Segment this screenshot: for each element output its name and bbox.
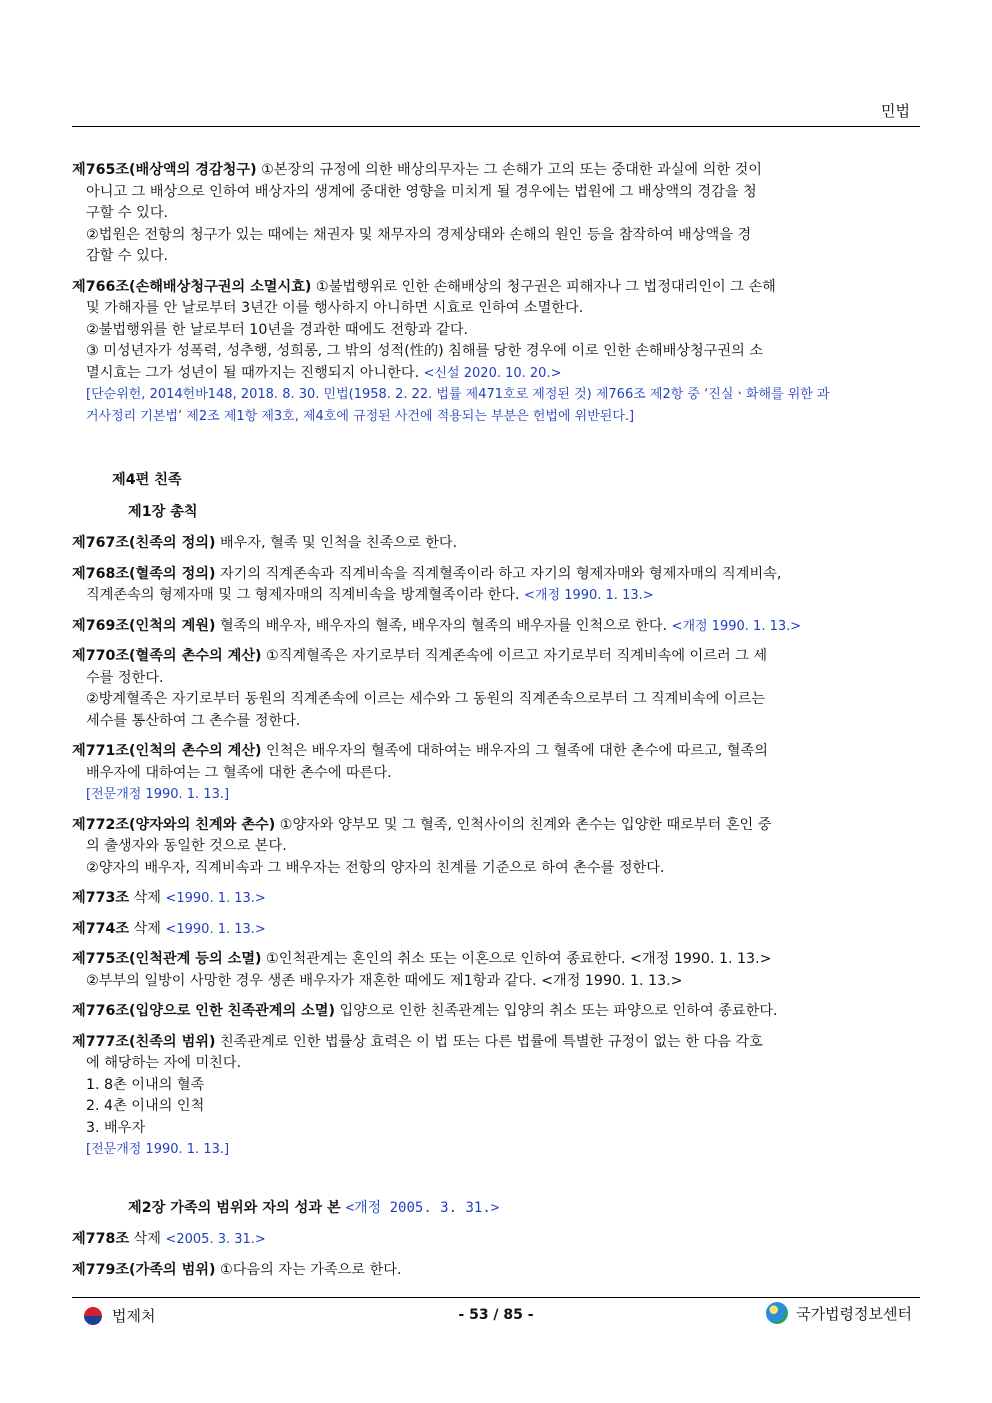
article-title: 제772조(양자와의 친계와 촌수) [72, 816, 276, 833]
article-title: 제774조 [72, 920, 130, 937]
article [72, 919, 920, 941]
article-line [72, 182, 920, 204]
article [72, 564, 920, 607]
article [72, 646, 920, 732]
article-text: 멸시효는 그가 성년이 될 때까지는 진행되지 아니한다. [86, 364, 420, 381]
revision-note: <신설 2020. 10. 20.> [423, 365, 562, 381]
article-line [72, 1032, 920, 1054]
article-text: 삭제 [129, 890, 161, 906]
article-line [72, 646, 920, 668]
article-line [72, 1096, 920, 1118]
article-title: 제769조(인척의 계원) [72, 617, 216, 634]
article-line [72, 741, 920, 763]
article [72, 1001, 920, 1023]
article-line [72, 1118, 920, 1140]
article-text: 인척은 배우자의 혈족에 대하여는 배우자의 그 혈족에 대한 촌수에 따르고, 혈족의 [261, 743, 768, 759]
article-line [72, 246, 920, 268]
article-text: 자기의 직계존속과 직계비속을 직계혈족이라 하고 자기의 형제자매와 형제자매의 직계비속, [215, 565, 782, 582]
article-note: 거사정리 기본법’ 제2조 제1항 제3호, 제4호에 규정된 사건에 적용되는 부분은 헌법에 위반된다.] [86, 408, 635, 424]
article-line [72, 160, 920, 182]
article-line [72, 1053, 920, 1075]
footer-divider [72, 1297, 920, 1298]
chapter-heading [72, 502, 920, 524]
article-text: ②부부의 일방이 사망한 경우 생존 배우자가 재혼한 때에도 제1항과 같다. <개정 1990. 1. 13.> [86, 972, 683, 989]
article-title: 제766조(손해배상청구권의 소멸시효) [72, 278, 312, 295]
article-text: 세수를 통산하여 그 촌수를 정한다. [86, 712, 301, 729]
article-title: 제771조(인척의 촌수의 계산) [72, 743, 262, 759]
chapter-revision-note: <개정 2005. 3. 31.> [345, 1199, 500, 1216]
article-line [72, 203, 920, 225]
article-line [72, 341, 920, 363]
page-number: - 53 / 85 - [458, 1307, 534, 1323]
article-text: ①본장의 규정에 의한 배상의무자는 그 손해가 고의 또는 중대한 과실에 의한 것이 [256, 162, 762, 178]
article-line [72, 949, 920, 971]
article-title: 제775조(인척관계 등의 소멸) [72, 951, 262, 967]
document-title: 민법 [881, 102, 910, 120]
article [72, 616, 920, 638]
revision-note: <1990. 1. 13.> [165, 891, 266, 906]
article-text: 아니고 그 배상으로 인하여 배상자의 생계에 중대한 영향을 미치게 될 경우에는 법원에 그 배상액의 경감을 청 [86, 183, 757, 200]
article-text: ③ 미성년자가 성폭력, 성추행, 성희롱, 그 밖의 성적(性的) 침해를 당한 경우에 이로 인한 손해배상청구권의 소 [86, 343, 764, 359]
article-text: 에 해당하는 자에 미친다. [86, 1055, 242, 1071]
article-line [72, 1075, 920, 1097]
footer-right-label: 국가법령정보센터 [796, 1304, 912, 1323]
article-line [72, 836, 920, 858]
article [72, 815, 920, 880]
article-line [72, 1001, 920, 1023]
article [72, 1229, 920, 1251]
chapter-heading [72, 1198, 920, 1220]
revision-note: <1990. 1. 13.> [165, 921, 266, 937]
article-line [72, 564, 920, 586]
article-text: 삭제 [129, 920, 161, 937]
article-text: 배우자에 대하여는 그 혈족에 대한 촌수에 따른다. [86, 764, 392, 781]
article-line [72, 763, 920, 785]
article-title: 제777조(친족의 범위) [72, 1033, 216, 1050]
article-text: ②법원은 전항의 청구가 있는 때에는 채권자 및 채무자의 경제상태와 손해의 원인 등을 참작하여 배상액을 경 [86, 226, 752, 243]
article-line [72, 225, 920, 247]
article-line [72, 1229, 920, 1251]
article-note: [전문개정 1990. 1. 13.] [86, 787, 230, 802]
section-gap [72, 436, 920, 464]
article-line [72, 363, 920, 385]
article [72, 888, 920, 910]
article-line [72, 815, 920, 837]
article-title: 제765조(배상액의 경감청구) [72, 162, 257, 178]
article-text: ②양자의 배우자, 직계비속과 그 배우자는 전항의 양자의 친계를 기준으로 하여 촌수를 정한다. [86, 859, 665, 876]
article-text: ①직계혈족은 자기로부터 직계존속에 이르고 자기로부터 직계비속에 이르러 그 세 [261, 648, 768, 664]
article-text: 2. 4촌 이내의 인척 [86, 1098, 205, 1114]
article-text: 3. 배우자 [86, 1119, 146, 1136]
article [72, 741, 920, 806]
article-text: 친족관계로 인한 법률상 효력은 이 법 또는 다른 법률에 특별한 규정이 없는 한 다음 각호 [215, 1033, 763, 1050]
article-text: ①인척관계는 혼인의 취소 또는 이혼으로 인하여 종료한다. <개정 1990. 1. 13.> [261, 951, 772, 967]
article [72, 949, 920, 992]
article-title: 제778조 [72, 1231, 130, 1247]
article-text: 수를 정한다. [86, 669, 164, 686]
revision-note: <개정 1990. 1. 13.> [671, 618, 802, 634]
article-line [72, 616, 920, 638]
article-text: ②방계혈족은 자기로부터 동원의 직계존속에 이르는 세수와 그 동원의 직계존속으로부터 그 직계비속에 이르는 [86, 691, 766, 707]
article-line [72, 971, 920, 993]
article-line [72, 711, 920, 733]
article [72, 1260, 920, 1282]
article-text: 구할 수 있다. [86, 205, 169, 221]
article-title: 제779조(가족의 범위) [72, 1261, 216, 1278]
document-body [72, 160, 920, 1290]
article-title: 제768조(혈족의 정의) [72, 565, 216, 582]
article-title: 제776조(입양으로 인한 친족관계의 소멸) [72, 1003, 335, 1019]
article-note: [단순위헌, 2014헌바148, 2018. 8. 30. 민법(1958. 2. 22. 법률 제471호로 제정된 것) 제766조 제2항 중 ‘진실ㆍ화해를 위한 과 [86, 387, 830, 402]
article-line [72, 858, 920, 880]
article-line [72, 320, 920, 342]
article-line [72, 919, 920, 941]
section-gap [72, 1170, 920, 1198]
article-text: 직계존속의 형제자매 및 그 형제자매의 직계비속을 방계혈족이라 한다. [86, 587, 520, 603]
part-heading: 제4편 친족 [112, 472, 182, 488]
article-text: 및 가해자를 안 날로부터 3년간 이를 행사하지 아니하면 시효로 인하여 소멸한다. [86, 300, 584, 316]
article-text: 혈족의 배우자, 배우자의 혈족, 배우자의 혈족의 배우자를 인척으로 한다. [215, 617, 668, 634]
article-line [72, 277, 920, 299]
revision-note: <개정 1990. 1. 13.> [524, 588, 654, 603]
article-text: 1. 8촌 이내의 혈족 [86, 1076, 205, 1093]
revision-note: <2005. 3. 31.> [165, 1232, 266, 1247]
article-line [72, 888, 920, 910]
article-text: ①불법행위로 인한 손해배상의 청구권은 피해자나 그 법정대리인이 그 손해 [311, 278, 776, 295]
footer-right [766, 1302, 912, 1324]
article-line [72, 298, 920, 320]
article-text: ②불법행위를 한 날로부터 10년을 경과한 때에도 전항과 같다. [86, 321, 469, 338]
article-line [72, 533, 920, 555]
law-center-logo-icon [766, 1302, 788, 1324]
article-text: ①다음의 자는 가족으로 한다. [215, 1261, 402, 1278]
article [72, 533, 920, 555]
article-text: 감할 수 있다. [86, 248, 169, 264]
article [72, 160, 920, 268]
article-line [72, 585, 920, 607]
article-note: [전문개정 1990. 1. 13.] [86, 1142, 230, 1157]
chapter-title: 제1장 총칙 [128, 503, 198, 520]
article-text: 의 출생자와 동일한 것으로 본다. [86, 838, 287, 854]
article-text: 배우자, 혈족 및 인척을 친족으로 한다. [215, 535, 458, 551]
article-title: 제767조(친족의 정의) [72, 535, 216, 551]
article-line [72, 1260, 920, 1282]
article-line [72, 668, 920, 690]
article-title: 제770조(혈족의 촌수의 계산) [72, 648, 262, 664]
chapter-title: 제2장 가족의 범위와 자의 성과 본 [128, 1199, 341, 1216]
article-line [72, 689, 920, 711]
header-divider [72, 126, 920, 127]
footer-left-label: 법제처 [112, 1307, 156, 1325]
article [72, 277, 920, 428]
article-title: 제773조 [72, 890, 130, 906]
article-text: ①양자와 양부모 및 그 혈족, 인척사이의 친계와 촌수는 입양한 때로부터 혼인 중 [275, 816, 772, 833]
article-text: 삭제 [129, 1231, 161, 1247]
article [72, 1032, 920, 1161]
article-text: 입양으로 인한 친족관계는 입양의 취소 또는 파양으로 인하여 종료한다. [334, 1003, 778, 1019]
